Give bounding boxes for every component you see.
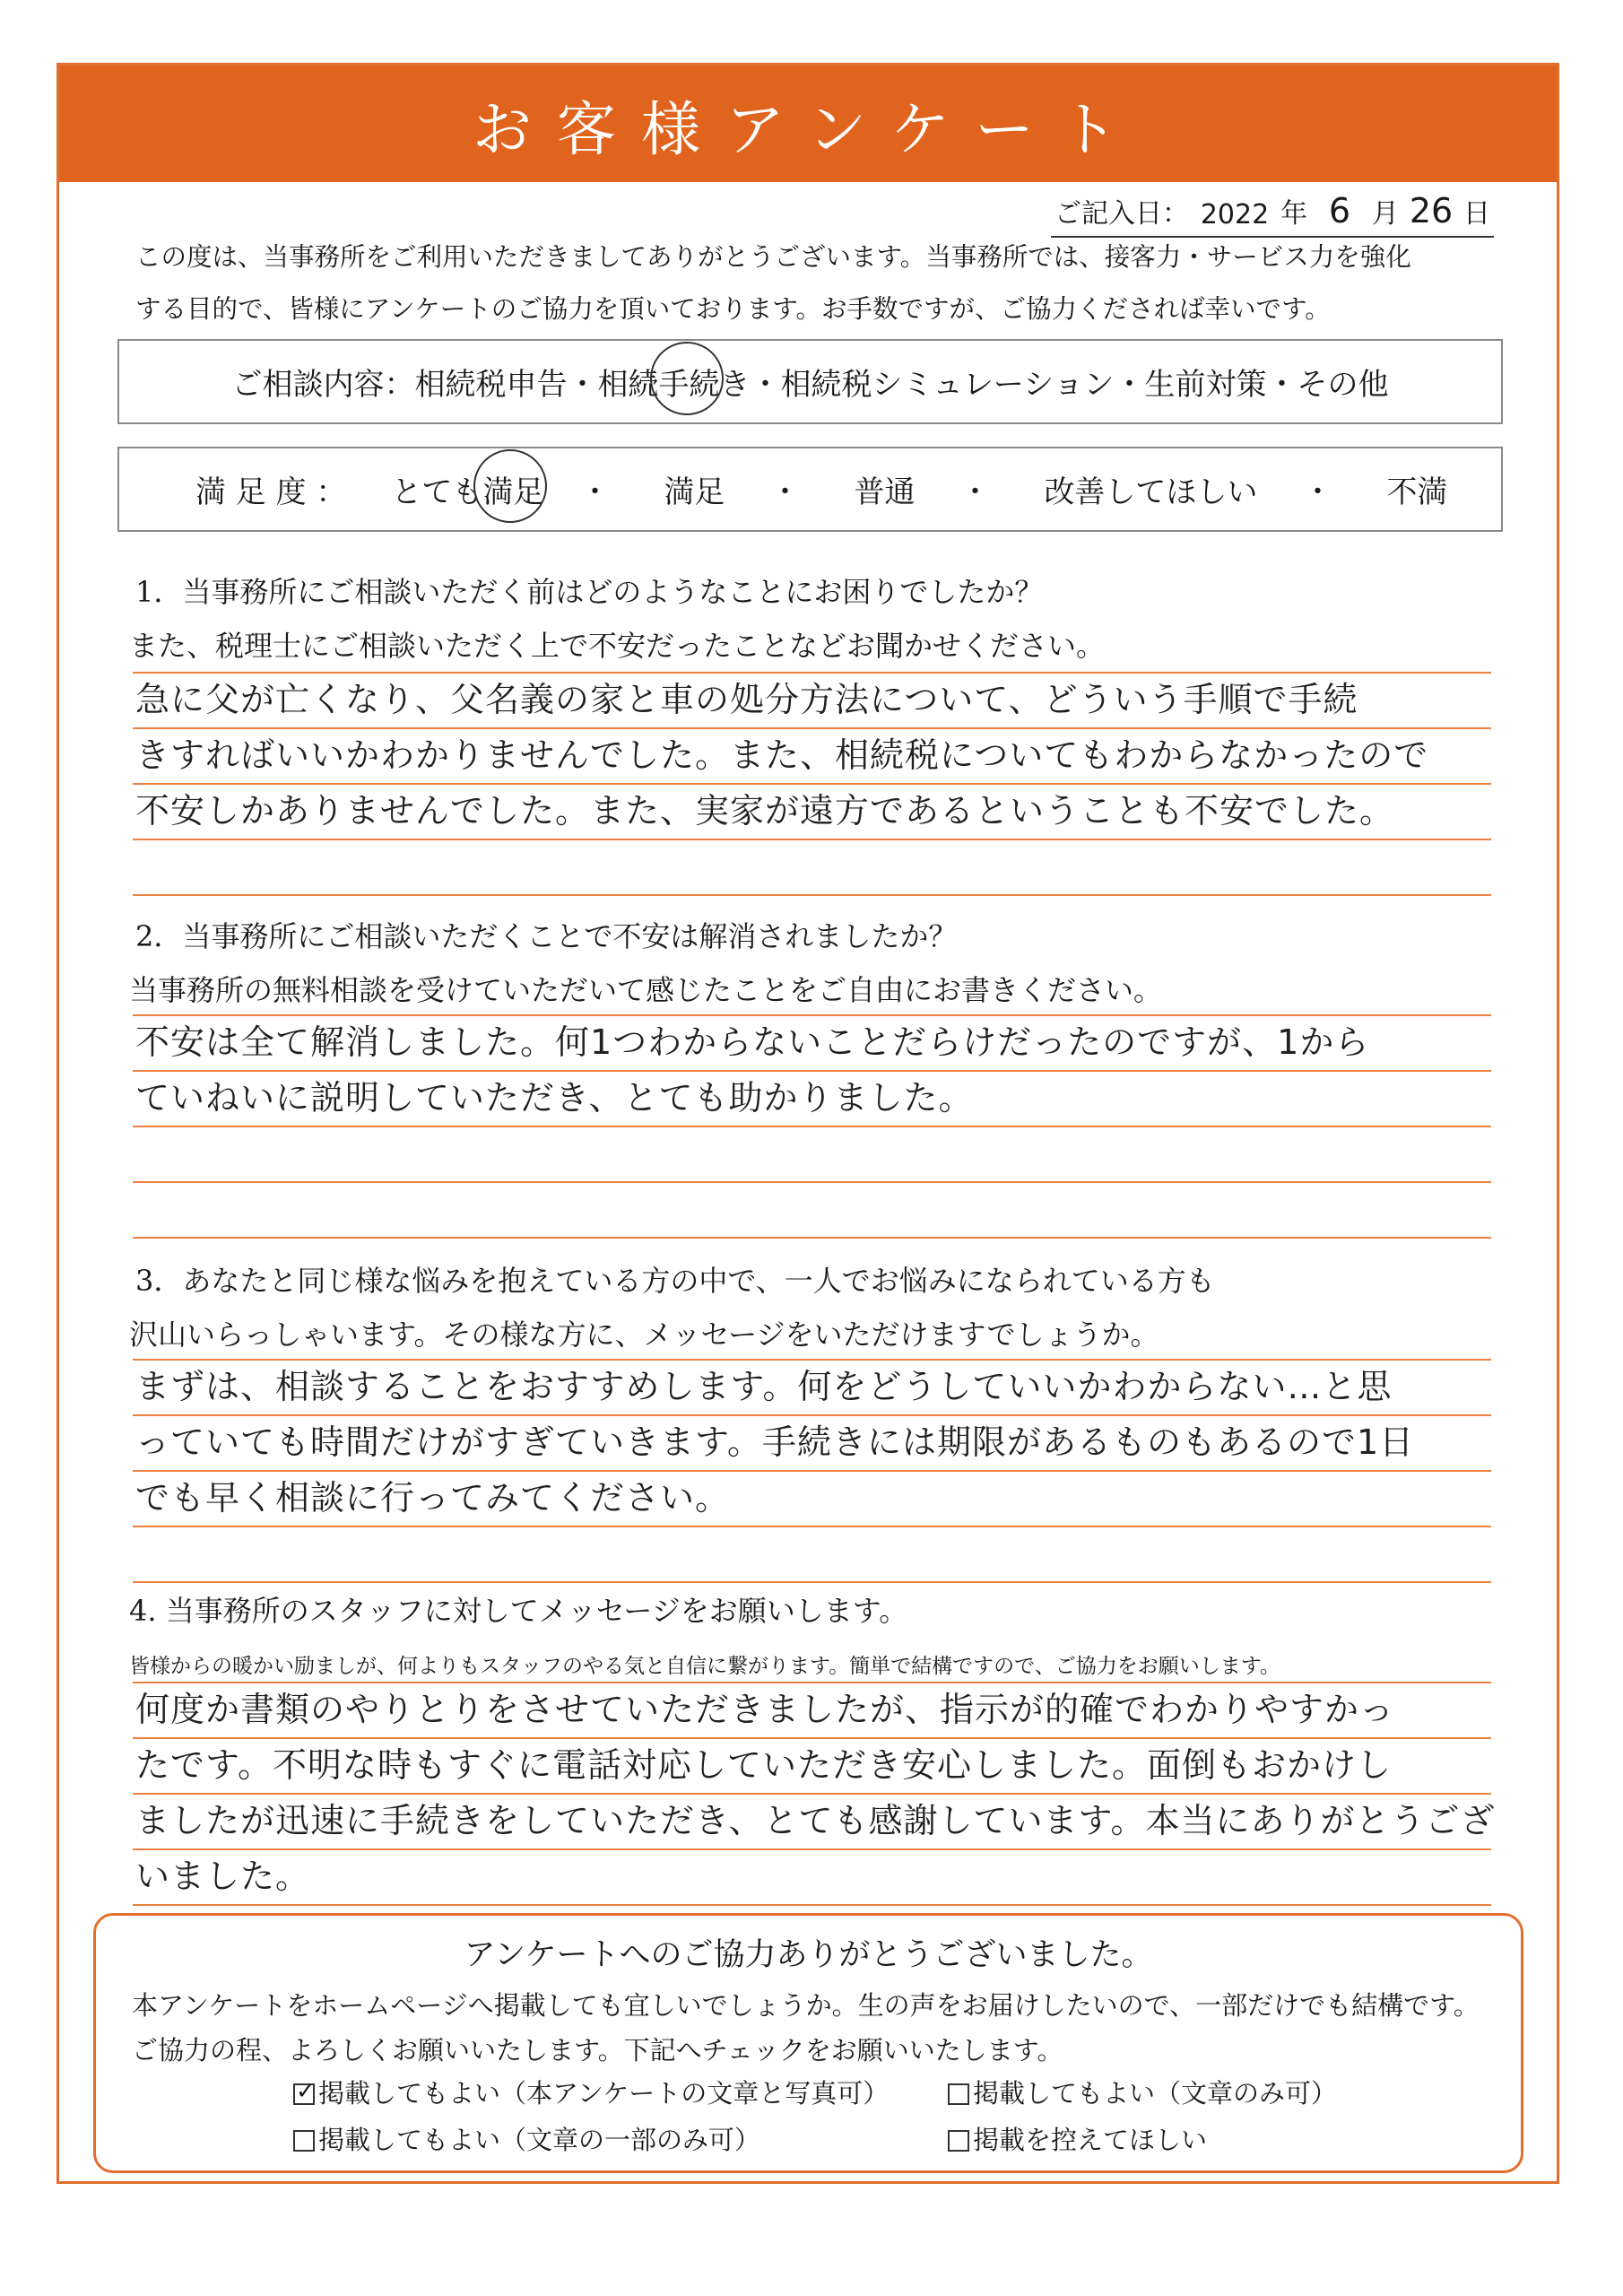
- satisfaction-option-very-satisfied[interactable]: [391, 467, 543, 511]
- separator: ・: [579, 474, 611, 510]
- satisfaction-box[interactable]: [117, 447, 1503, 532]
- q4-answer-line[interactable]: ましたが迅速に手続きをしていただき、とても感謝しています。本当にありがとうござ: [135, 1801, 1496, 1840]
- q2-subtitle: 当事務所の無料相談を受けていただいて感じたことをご自由にお書きください。: [129, 973, 1163, 1007]
- separator: ・: [959, 474, 991, 510]
- intro-text: [135, 231, 1498, 335]
- publish-option-partial[interactable]: [293, 2120, 760, 2157]
- q4-answer-line[interactable]: いました。: [135, 1857, 311, 1896]
- checkbox-icon[interactable]: [948, 2130, 969, 2152]
- answer-line: [133, 1581, 1491, 1583]
- date-day[interactable]: 26: [1409, 191, 1454, 230]
- answer-line: [133, 1070, 1491, 1072]
- consult-label: ご相談内容：: [231, 367, 415, 403]
- answer-line: [133, 1359, 1491, 1361]
- answer-line: [133, 1237, 1491, 1239]
- answer-line: [133, 727, 1491, 729]
- option-label: 掲載してもよい（文章のみ可）: [973, 2078, 1338, 2109]
- answer-line: [133, 1126, 1491, 1127]
- consult-options: き・相続税シミュレーション・生前対策・その他: [719, 367, 1389, 403]
- q3-answer-line[interactable]: まずは、相談することをおすすめします。何をどうしていいかわからない…と思: [135, 1367, 1393, 1406]
- answer-line: [133, 1737, 1491, 1739]
- checkbox-icon[interactable]: [948, 2083, 969, 2105]
- answer-line: [133, 1181, 1491, 1183]
- date-label: ご記入日：: [1055, 198, 1189, 230]
- thanks-paragraph: ご協力の程、よろしくお願いいたします。下記へチェックをお願いいたします。: [132, 2035, 1063, 2066]
- q2-title: 2．当事務所にご相談いただくことで不安は解消されましたか？: [135, 919, 958, 953]
- separator: ・: [1302, 474, 1333, 510]
- q2-answer-line[interactable]: 不安は全て解消しました。何1つわからないことだらけだったのですが、1から: [135, 1022, 1370, 1062]
- satisfaction-option-normal[interactable]: 普通: [854, 474, 916, 510]
- survey-sheet: [56, 63, 1559, 2184]
- option-text: とても: [391, 474, 483, 510]
- checkbox-checked-icon[interactable]: [293, 2083, 315, 2105]
- answer-line: [133, 1014, 1491, 1016]
- thanks-paragraph: 本アンケートをホームページへ掲載しても宜しいでしょうか。生の声をお届けしたいので、一部だけでも結構です。: [132, 1990, 1480, 2021]
- answer-line: [133, 1848, 1491, 1850]
- page-title: お客様アンケート: [472, 94, 1144, 164]
- option-label: 掲載してもよい（文章の一部のみ可）: [318, 2125, 761, 2155]
- q4-title: 4. 当事務所のスタッフに対してメッセージをお願いします。: [129, 1594, 908, 1628]
- q1-answer-line[interactable]: 不安しかありませんでした。また、実家が遠方であるということも不安でした。: [135, 791, 1395, 831]
- q3-answer-line[interactable]: でも早く相談に行ってみてください。: [135, 1478, 731, 1518]
- q3-subtitle: 沢山いらっしゃいます。その様な方に、メッセージをいただけますでしょうか。: [129, 1318, 1159, 1352]
- consult-selected-option[interactable]: 手続: [659, 360, 720, 404]
- consult-options: 相続税申告・相続: [414, 367, 659, 403]
- intro-line: する目的で、皆様にアンケートのご協力を頂いております。お手数ですが、ご協力くだされば幸いです。: [135, 294, 1331, 324]
- thanks-box: [93, 1913, 1523, 2173]
- satisfaction-option-satisfied[interactable]: 満足: [664, 474, 725, 510]
- option-label: 掲載を控えてほしい: [973, 2125, 1208, 2155]
- q1-subtitle: また、税理士にご相談いただく上で不安だったことなどお聞かせください。: [129, 629, 1106, 663]
- answer-line: [133, 1414, 1491, 1416]
- thanks-title: アンケートへのご協力ありがとうございました。: [464, 1937, 1153, 1973]
- separator: ・: [769, 474, 801, 510]
- answer-line: [133, 839, 1491, 840]
- date-year[interactable]: 2022: [1200, 199, 1270, 230]
- satisfaction-option-improve[interactable]: 改善してほしい: [1044, 474, 1258, 510]
- answer-line: [133, 1526, 1491, 1527]
- q4-subtitle: 皆様からの暖かい励ましが、何よりもスタッフのやる気と自信に繋がります。簡単で結構ですので、ご協力をお願いします。: [129, 1655, 1280, 1678]
- q3-title: 3．あなたと同じ様な悩みを抱えている方の中で、一人でお悩みになられている方も: [135, 1264, 1215, 1298]
- satisfaction-selected-mark: 満: [482, 467, 513, 511]
- answer-line: [133, 1682, 1491, 1683]
- publish-option-decline[interactable]: [948, 2120, 1207, 2157]
- intro-line: この度は、当事務所をご利用いただきましてありがとうございます。当事務所では、接客力・サービス力を強化: [135, 242, 1411, 272]
- option-label: 掲載してもよい（本アンケートの文章と写真可）: [318, 2078, 890, 2109]
- date-month[interactable]: 6: [1328, 191, 1351, 230]
- q4-answer-line[interactable]: 何度か書類のやりとりをさせていただきましたが、指示が的確でわかりやすかっ: [135, 1690, 1395, 1729]
- q3-answer-line[interactable]: っていても時間だけがすぎていきます。手続きには期限があるものもあるので1日: [135, 1422, 1415, 1462]
- answer-line: [133, 672, 1491, 674]
- satisfaction-label: 満 足 度 ：: [195, 474, 347, 510]
- date-month-unit: 月: [1372, 198, 1399, 230]
- q2-answer-line[interactable]: ていねいに説明していただき、とても助かりました。: [135, 1078, 974, 1118]
- checkbox-icon[interactable]: [293, 2130, 315, 2152]
- option-text: 足: [513, 474, 544, 510]
- header-banner: [59, 65, 1557, 182]
- date-year-unit: 年: [1280, 198, 1307, 230]
- answer-line: [133, 1793, 1491, 1795]
- answer-line: [133, 894, 1491, 896]
- q1-answer-line[interactable]: 急に父が亡くなり、父名義の家と車の処分方法について、どういう手順で手続: [135, 680, 1358, 719]
- q1-title: 1．当事務所にご相談いただく前はどのようなことにお困りでしたか？: [135, 575, 1044, 609]
- answer-line: [133, 1470, 1491, 1472]
- answer-line: [133, 1904, 1491, 1906]
- answer-line: [133, 783, 1491, 785]
- q1-answer-line[interactable]: きすればいいかわかりませんでした。また、相続税についてもわからなかったので: [135, 735, 1429, 775]
- satisfaction-option-dissatisfied[interactable]: 不満: [1386, 474, 1448, 510]
- publish-option-text-only[interactable]: [948, 2074, 1337, 2110]
- date-day-unit: 日: [1463, 198, 1490, 230]
- q4-answer-line[interactable]: たです。不明な時もすぐに電話対応していただき安心しました。面倒もおかけし: [135, 1745, 1392, 1785]
- consult-content-box[interactable]: [117, 339, 1503, 424]
- publish-option-with-photo[interactable]: [293, 2074, 889, 2110]
